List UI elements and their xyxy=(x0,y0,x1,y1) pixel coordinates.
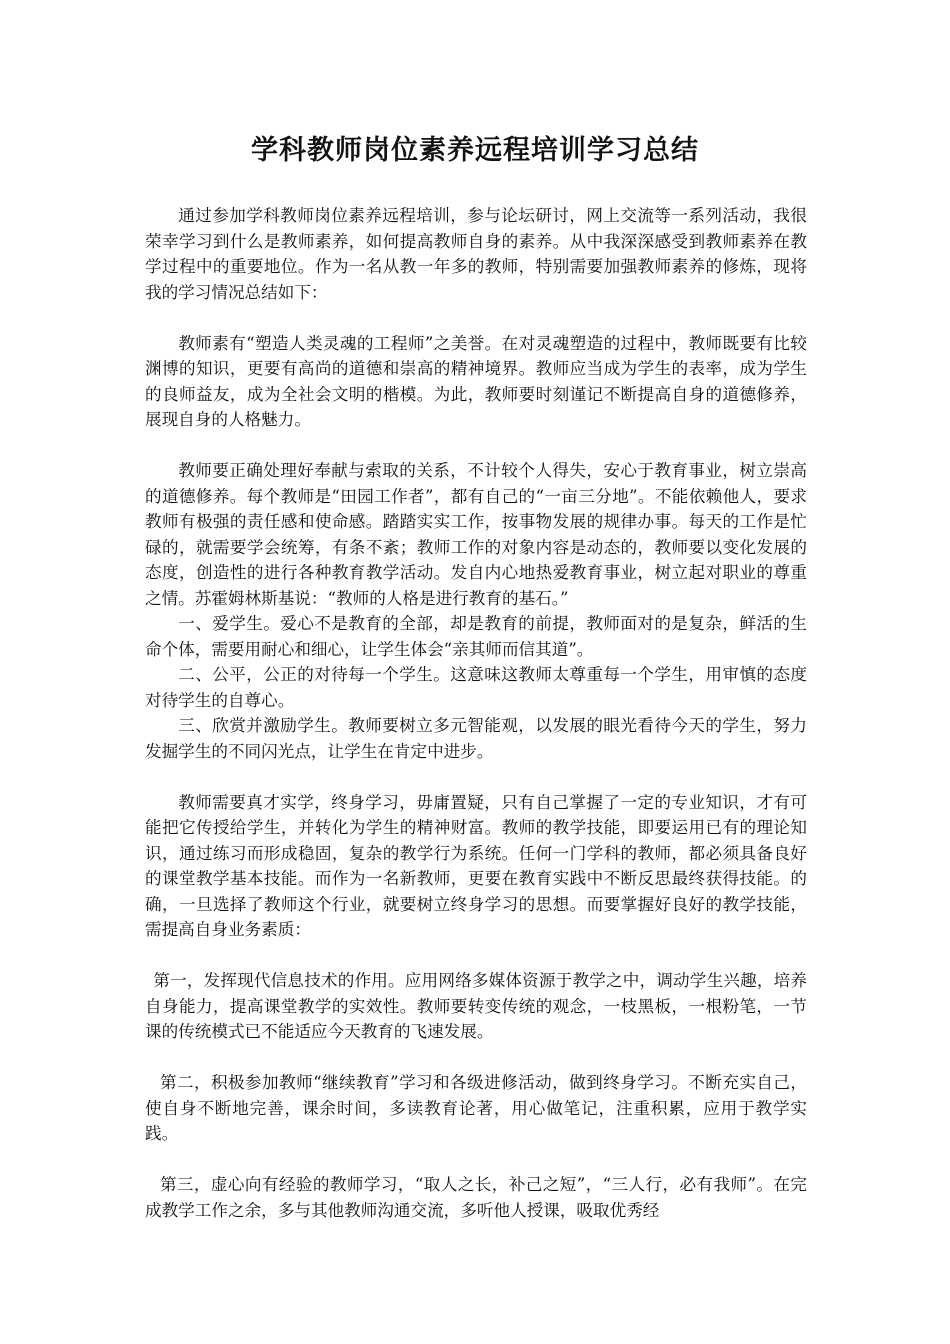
paragraph-second-continuing-education: 第二，积极参加教师“继续教育”学习和各级进修活动，做到终身学习。不断充实自己，使自身不断地完善，课余时间，多读教育论著，用心做笔记，注重积累，应用于教学实践。 xyxy=(145,1073,807,1143)
document-body xyxy=(145,203,807,1223)
paragraph-point-fairness: 二、公平，公正的对待每一个学生。这意味这教师太尊重每一个学生，用审慎的态度对待学生的自尊心。 xyxy=(145,665,807,710)
paragraph-teacher-reputation: 教师素有“塑造人类灵魂的工程师”之美誉。在对灵魂塑造的过程中，教师既要有比较渊博的知识，更要有高尚的道德和崇高的精神境界。教师应当成为学生的表率，成为学生的良师益友，成为全社会文明的楷模。为此，教师要时刻谨记不断提高自身的道德修养，展现自身的人格魅力。 xyxy=(145,333,807,429)
paragraph-third-learn-from-others: 第三，虚心向有经验的教师学习，“取人之长，补己之短”，“三人行，必有我师”。在完成教学工作之余，多与其他教师沟通交流，多听他人授课，吸取优秀经 xyxy=(145,1175,807,1220)
paragraph-lifelong-learning: 教师需要真才实学，终身学习，毋庸置疑，只有自己掌握了一定的专业知识，才有可能把它传授给学生，并转化为学生的精神财富。教师的教学技能，即要运用已有的理论知识，通过练习而形成稳固，复杂的教学行为系统。任何一门学科的教师，都必须具备良好的课堂教学基本技能。而作为一名新教师，更要在教育实践中不断反思最终获得技能。的确，一旦选择了教师这个行业，就要树立终身学习的思想。而要掌握好良好的教学技能，需提高自身业务素质： xyxy=(145,792,807,939)
paragraph-point-appreciation: 三、欣赏并激励学生。教师要树立多元智能观，以发展的眼光看待今天的学生，努力发掘学生的不同闪光点，让学生在肯定中进步。 xyxy=(145,716,807,761)
paragraph-first-technology: 第一，发挥现代信息技术的作用。应用网络多媒体资源于教学之中，调动学生兴趣，培养自身能力，提高课堂教学的实效性。教师要转变传统的观念，一枝黑板，一根粉笔，一节课的传统模式已不能适应今天教育的飞速发展。 xyxy=(145,971,807,1041)
document-title: 学科教师岗位素养远程培训学习总结 xyxy=(251,135,699,166)
paragraph-dedication: 教师要正确处理好奉献与索取的关系，不计较个人得失，安心于教育事业，树立崇高的道德修养。每个教师是“田园工作者”，都有自己的“一亩三分地”。不能依赖他人，要求教师有极强的责任感和使命感。踏踏实实工作，按事物发展的规律办事。每天的工作是忙碌的，就需要学会统筹，有条不紊；教师工作的对象内容是动态的，教师要以变化发展的态度，创造性的进行各种教育教学活动。发自内心地热爱教育事业，树立起对职业的尊重之情。苏霍姆林斯基说：“教师的人格是进行教育的基石。” xyxy=(145,461,807,608)
paragraph-point-love-students: 一、爱学生。爱心不是教育的全部，却是教育的前提，教师面对的是复杂，鲜活的生命个体，需要用耐心和细心，让学生体会“亲其师而信其道”。 xyxy=(145,614,807,659)
paragraph-intro: 通过参加学科教师岗位素养远程培训，参与论坛研讨，网上交流等一系列活动，我很荣幸学习到什么是教师素养，如何提高教师自身的素养。从中我深深感受到教师素养在教学过程中的重要地位。作为一名从教一年多的教师，特别需要加强教师素养的修炼，现将我的学习情况总结如下： xyxy=(145,206,807,302)
